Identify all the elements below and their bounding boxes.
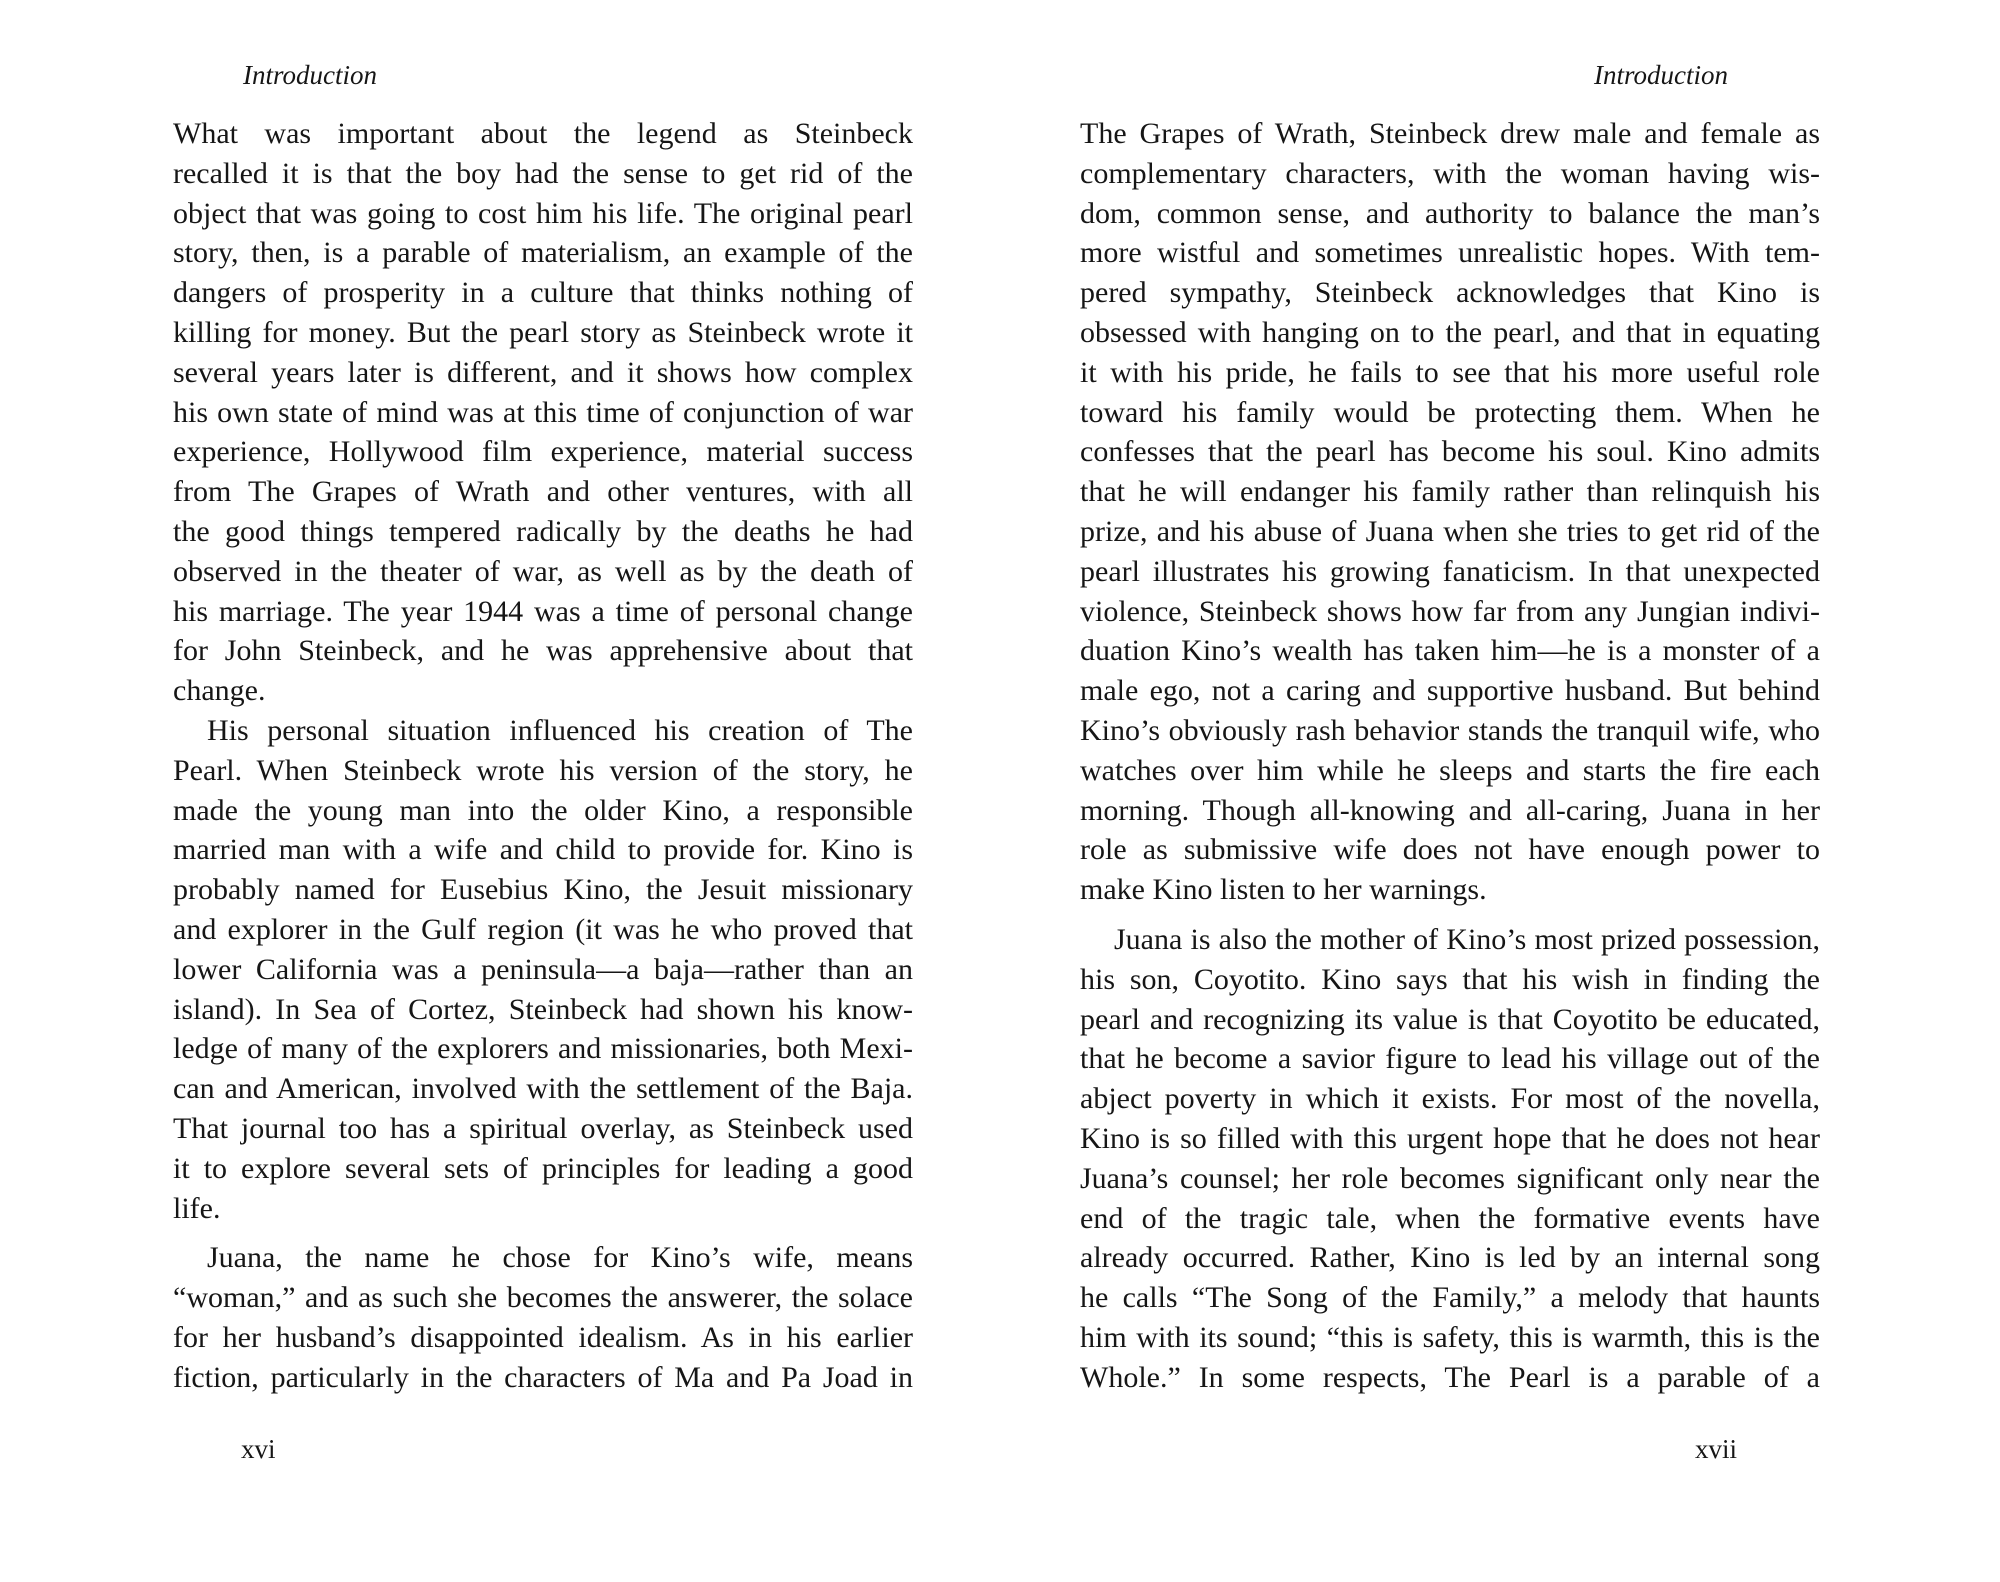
- text-line: Whole.” In some respects, The Pearl is a parable of a: [1080, 1360, 1820, 1394]
- text-line: pearl illustrates his growing fanaticism. In that unexpected: [1080, 554, 1820, 588]
- text-line: male ego, not a caring and supportive husband. But behind: [1080, 674, 1820, 708]
- text-line: for John Steinbeck, and he was apprehensive about that: [173, 634, 913, 668]
- text-line: dom, common sense, and authority to balance the man’s: [1080, 196, 1820, 230]
- text-line: change.: [173, 674, 266, 708]
- text-line: that he become a savior figure to lead his village out of the: [1080, 1042, 1820, 1076]
- text-line: killing for money. But the pearl story as Steinbeck wrote it: [173, 315, 913, 349]
- text-line: lower California was a peninsula—a baja—rather than an: [173, 952, 913, 986]
- text-line: and explorer in the Gulf region (it was he who proved that: [173, 912, 913, 946]
- text-line: the good things tempered radically by the deaths he had: [173, 514, 913, 548]
- text-line: more wistful and sometimes unrealistic hopes. With tem-: [1080, 236, 1820, 270]
- text-line: story, then, is a parable of materialism, an example of the: [173, 236, 913, 270]
- text-line: Kino’s obviously rash behavior stands the tranquil wife, who: [1080, 713, 1820, 747]
- text-line: he calls “The Song of the Family,” a melody that haunts: [1080, 1281, 1820, 1315]
- text-line: role as submissive wife does not have enough power to: [1080, 833, 1820, 867]
- text-line: duation Kino’s wealth has taken him—he is a monster of a: [1080, 634, 1820, 668]
- text-line: probably named for Eusebius Kino, the Jesuit missionary: [173, 873, 913, 907]
- text-line: ledge of many of the explorers and missionaries, both Mexi-: [173, 1032, 913, 1066]
- text-line: Juana’s counsel; her role becomes significant only near the: [1080, 1161, 1820, 1195]
- text-line: confesses that the pearl has become his soul. Kino admits: [1080, 435, 1820, 469]
- text-line: observed in the theater of war, as well as by the death of: [173, 554, 913, 588]
- text-line: “woman,” and as such she becomes the answerer, the solace: [173, 1281, 913, 1315]
- text-line: object that was going to cost him his life. The original pearl: [173, 196, 913, 230]
- text-line: it to explore several sets of principles for leading a good: [173, 1151, 913, 1185]
- text-line: his own state of mind was at this time of conjunction of war: [173, 395, 913, 429]
- text-line: pearl and recognizing its value is that Coyotito be educated,: [1080, 1002, 1820, 1036]
- text-line: him with its sound; “this is safety, this is warmth, this is the: [1080, 1320, 1820, 1354]
- text-line: recalled it is that the boy had the sense to get rid of the: [173, 156, 913, 190]
- text-line: it with his pride, he fails to see that his more useful role: [1080, 355, 1820, 389]
- text-line: His personal situation influenced his creation of The: [207, 713, 913, 747]
- text-line: life.: [173, 1191, 221, 1225]
- text-line: complementary characters, with the woman having wis-: [1080, 156, 1820, 190]
- running-head: Introduction: [1594, 60, 1728, 90]
- text-line: that he will endanger his family rather than relinquish his: [1080, 475, 1820, 509]
- text-line: married man with a wife and child to provide for. Kino is: [173, 833, 913, 867]
- text-line: fiction, particularly in the characters of Ma and Pa Joad in: [173, 1360, 913, 1394]
- text-line: pered sympathy, Steinbeck acknowledges that Kino is: [1080, 276, 1820, 310]
- text-line: Kino is so filled with this urgent hope that he does not hear: [1080, 1121, 1820, 1155]
- text-line: from The Grapes of Wrath and other ventures, with all: [173, 475, 913, 509]
- text-line: can and American, involved with the settlement of the Baja.: [173, 1072, 913, 1106]
- text-line: toward his family would be protecting them. When he: [1080, 395, 1820, 429]
- text-line: morning. Though all-knowing and all-caring, Juana in her: [1080, 793, 1820, 827]
- text-line: end of the tragic tale, when the formative events have: [1080, 1201, 1820, 1235]
- text-line: Juana is also the mother of Kino’s most prized possession,: [1114, 922, 1820, 956]
- page-number: xvi: [241, 1434, 276, 1464]
- running-head: Introduction: [243, 60, 377, 90]
- text-line: his son, Coyotito. Kino says that his wish in finding the: [1080, 962, 1820, 996]
- text-line: his marriage. The year 1944 was a time of personal change: [173, 594, 913, 628]
- text-line: What was important about the legend as Steinbeck: [173, 117, 913, 150]
- text-line: Juana, the name he chose for Kino’s wife, means: [207, 1241, 913, 1275]
- text-line: made the young man into the older Kino, a responsible: [173, 793, 913, 827]
- text-line: experience, Hollywood film experience, material success: [173, 435, 913, 469]
- text-line: several years later is different, and it shows how complex: [173, 355, 913, 389]
- text-line: violence, Steinbeck shows how far from any Jungian indivi-: [1080, 594, 1820, 628]
- text-line: Pearl. When Steinbeck wrote his version of the story, he: [173, 753, 913, 787]
- text-line: obsessed with hanging on to the pearl, and that in equating: [1080, 315, 1820, 349]
- text-line: for her husband’s disappointed idealism. As in his earlier: [173, 1320, 913, 1354]
- text-line: prize, and his abuse of Juana when she tries to get rid of the: [1080, 514, 1820, 548]
- text-line: The Grapes of Wrath, Steinbeck drew male and female as: [1080, 117, 1820, 150]
- page-number: xvii: [1695, 1434, 1738, 1464]
- text-line: watches over him while he sleeps and starts the fire each: [1080, 753, 1820, 787]
- text-line: island). In Sea of Cortez, Steinbeck had shown his know-: [173, 992, 913, 1026]
- body-text: [1080, 114, 1820, 1398]
- text-line: already occurred. Rather, Kino is led by an internal song: [1080, 1241, 1820, 1275]
- text-line: dangers of prosperity in a culture that thinks nothing of: [173, 276, 913, 310]
- body-text: [173, 114, 913, 1398]
- text-line: make Kino listen to her warnings.: [1080, 873, 1487, 907]
- text-line: That journal too has a spiritual overlay, as Steinbeck used: [173, 1111, 913, 1145]
- right-page: [1000, 0, 2000, 1582]
- text-line: abject poverty in which it exists. For most of the novella,: [1080, 1082, 1820, 1116]
